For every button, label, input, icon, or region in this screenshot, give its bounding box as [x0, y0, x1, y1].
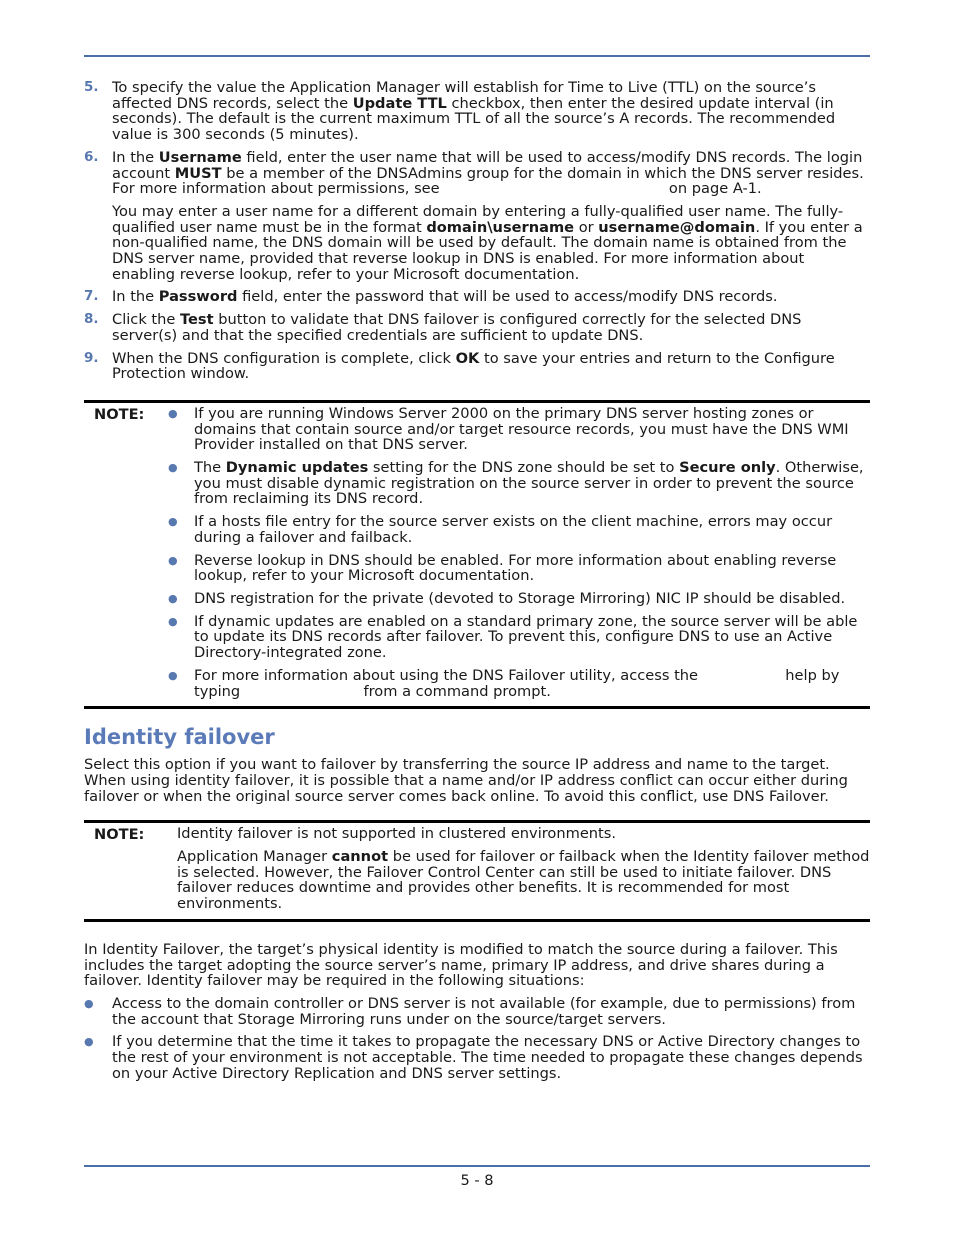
- text-run: The: [194, 459, 226, 477]
- bullet-icon: ●: [84, 996, 94, 1010]
- note-label: NOTE:: [94, 826, 145, 844]
- situation-text: If you determine that the time it takes to propagate the necessary DNS or Active Directory changes to the rest of your environment is not acceptable. The time needed to propagate these changes depends on your Active Directory Replication and DNS server settings.: [112, 1033, 863, 1082]
- situation-text: Access to the domain controller or DNS server is not available (for example, due to permissions) from the account that Storage Mirroring runs under on the source/target servers.: [112, 994, 856, 1028]
- note-bullet-text: [194, 459, 864, 507]
- text-run: To specify the value the Application Manager will establish for Time to Live (TTL) on the source’s affected DNS records, select the: [112, 79, 817, 112]
- bold-term: domain\username: [426, 218, 575, 236]
- text-run: from a command prompt.: [358, 682, 551, 700]
- note-bullet-item: [168, 406, 870, 453]
- text-run: You may enter a user name for a different domain by entering a fully-qualified user name. The fully-qualified user name must be in the format: [112, 202, 844, 236]
- footer-rule: [84, 1165, 870, 1167]
- text-run: setting for the DNS zone should be set to: [368, 459, 680, 477]
- step-number: 5.: [84, 79, 99, 95]
- text-run: . Otherwise, you must disable dynamic registration on the source server in order to prevent the source from reclaiming its DNS record.: [194, 459, 864, 508]
- note-list: [84, 406, 870, 699]
- text-run: field, enter the password that will be used to access/modify DNS records.: [237, 288, 778, 306]
- text-run: be a member of the DNSAdmins group for the domain in which the DNS server resides. For more information about permissions, see: [112, 164, 864, 198]
- text-run: DNS registration for the private (devoted to Storage Mirroring) NIC IP should be disabled.: [194, 589, 846, 607]
- text-run: Click the: [112, 311, 181, 329]
- situation-item: [84, 996, 870, 1027]
- bold-term: Test: [180, 311, 214, 329]
- note-box-dns: [84, 400, 870, 709]
- text-run: help by typing: [194, 666, 840, 700]
- bold-term: username@domain: [598, 218, 756, 236]
- bullet-icon: ●: [168, 461, 178, 475]
- bullet-icon: ●: [168, 668, 178, 682]
- text-run: If a hosts file entry for the source server exists on the client machine, errors may occur during a failover and failback.: [194, 513, 833, 546]
- text-run: For more information about using the DNS Failover utility, access the: [194, 666, 703, 684]
- text-run: button to validate that DNS failover is configured correctly for the selected DNS server(s) and that the specified credentials are sufficient to update DNS.: [112, 311, 802, 344]
- step-item: [84, 80, 870, 143]
- bold-term: Dynamic updates: [225, 459, 369, 477]
- note-paragraph: [177, 849, 870, 912]
- page-number: 5 - 8: [460, 1172, 494, 1189]
- text-run: field, enter the user name that will be used to access/modify DNS records. The login account: [112, 148, 863, 182]
- text-run: Identity failover is not supported in clustered environments.: [177, 825, 617, 843]
- bullet-icon: ●: [168, 515, 178, 529]
- text-run: be used for failover or failback when the Identity failover method is selected. However, the Failover Control Center can still be used to initiate failover. DNS failover reduces downtime and provides other benefits. It is recommended for most environments.: [177, 848, 870, 913]
- note-bullet-text: [194, 513, 832, 546]
- bullet-icon: ●: [84, 1035, 94, 1049]
- note-bullet-text: [194, 552, 836, 585]
- note-bullet-item: [168, 614, 870, 661]
- section-title: Identity failover: [84, 725, 275, 750]
- note-paragraph: [177, 826, 870, 842]
- text-run: In the: [112, 148, 159, 166]
- bold-term: Username: [158, 148, 242, 166]
- bold-term: Password: [158, 288, 238, 306]
- step-text: [112, 80, 870, 143]
- step-number: 7.: [84, 288, 99, 305]
- note-bullet-text: [194, 405, 849, 453]
- page-content: [84, 80, 870, 1088]
- step-item: [84, 312, 870, 343]
- text-run: If dynamic updates are enabled on a standard primary zone, the source server will be able to update its DNS records after failover. To prevent this, configure DNS to use an Active Directory-integrated zone.: [194, 612, 858, 662]
- step-item: [84, 150, 870, 283]
- note-label: NOTE:: [94, 405, 145, 423]
- step-extra-text: [112, 204, 870, 283]
- text-run: or: [574, 218, 599, 236]
- step-item: [84, 351, 870, 382]
- step-number: 6.: [84, 148, 99, 165]
- note-bullet-item: [168, 668, 870, 699]
- step-item: [84, 289, 870, 305]
- note-bullet-item: [168, 514, 870, 545]
- header-rule: [84, 55, 870, 57]
- situation-list: [84, 996, 870, 1082]
- bold-term: OK: [455, 349, 480, 367]
- bold-term: Secure only: [679, 459, 776, 477]
- intro-paragraph: Select this option if you want to failover by transferring the source IP address and name to the target. When using identity failover, it is possible that a name and/or IP address conflict can occur either during failover or when the original source server comes back online. To avoid this conflict, use DNS Failover.: [84, 756, 848, 805]
- identity-paragraph: In Identity Failover, the target’s physical identity is modified to match the source during a failover. This includes the target adopting the source server’s name, primary IP address, and drive shares during a failover. Identity failover may be required in the following situations:: [84, 940, 838, 990]
- note-box-identity: [84, 820, 870, 922]
- bullet-icon: ●: [168, 406, 178, 420]
- text-run: . If you enter a non-qualified name, the DNS domain will be used by default. The domain name is obtained from the DNS server name, provided that reverse lookup in DNS is enabled. For more information about enabling reverse lookup, refer to your Microsoft documentation.: [112, 218, 863, 283]
- bold-term: Update TTL: [352, 94, 447, 112]
- text-run: Application Manager: [177, 848, 332, 866]
- note-text: [177, 826, 870, 912]
- note-bullet-item: [168, 460, 870, 507]
- text-run: When the DNS configuration is complete, click: [112, 349, 456, 367]
- step-text: [112, 150, 870, 197]
- note-bullet-text: [194, 613, 857, 661]
- text-run: If you are running Windows Server 2000 on the primary DNS server hosting zones or domains that contain source and/or target resource records, you must have the DNS WMI Provider installed on that DNS server.: [194, 404, 849, 454]
- steps-list: [84, 80, 870, 382]
- step-number: 8.: [84, 311, 99, 328]
- bullet-icon: ●: [168, 591, 178, 605]
- step-number: 9.: [84, 349, 99, 366]
- step-text: [112, 289, 870, 305]
- text-run: checkbox, then enter the desired update interval (in seconds). The default is the current maximum TTL of all the source’s A records. The recommended value is 300 seconds (5 minutes).: [112, 94, 836, 144]
- bold-term: MUST: [174, 164, 222, 182]
- text-run: In the: [112, 288, 159, 306]
- text-run: on page A-1.: [664, 180, 762, 198]
- note-bullet-item: [168, 553, 870, 584]
- step-text: [112, 312, 870, 343]
- bullet-icon: ●: [168, 614, 178, 628]
- step-text: [112, 351, 870, 382]
- note-bullet-item: [168, 591, 870, 607]
- text-run: Reverse lookup in DNS should be enabled. For more information about enabling reverse lookup, refer to your Microsoft documentation.: [194, 551, 837, 585]
- note-bullet-text: [194, 590, 845, 607]
- situation-item: [84, 1034, 870, 1081]
- note-bullet-text: [194, 667, 839, 700]
- bullet-icon: ●: [168, 553, 178, 567]
- text-run: to save your entries and return to the Configure Protection window.: [112, 349, 835, 383]
- bold-term: cannot: [331, 848, 389, 866]
